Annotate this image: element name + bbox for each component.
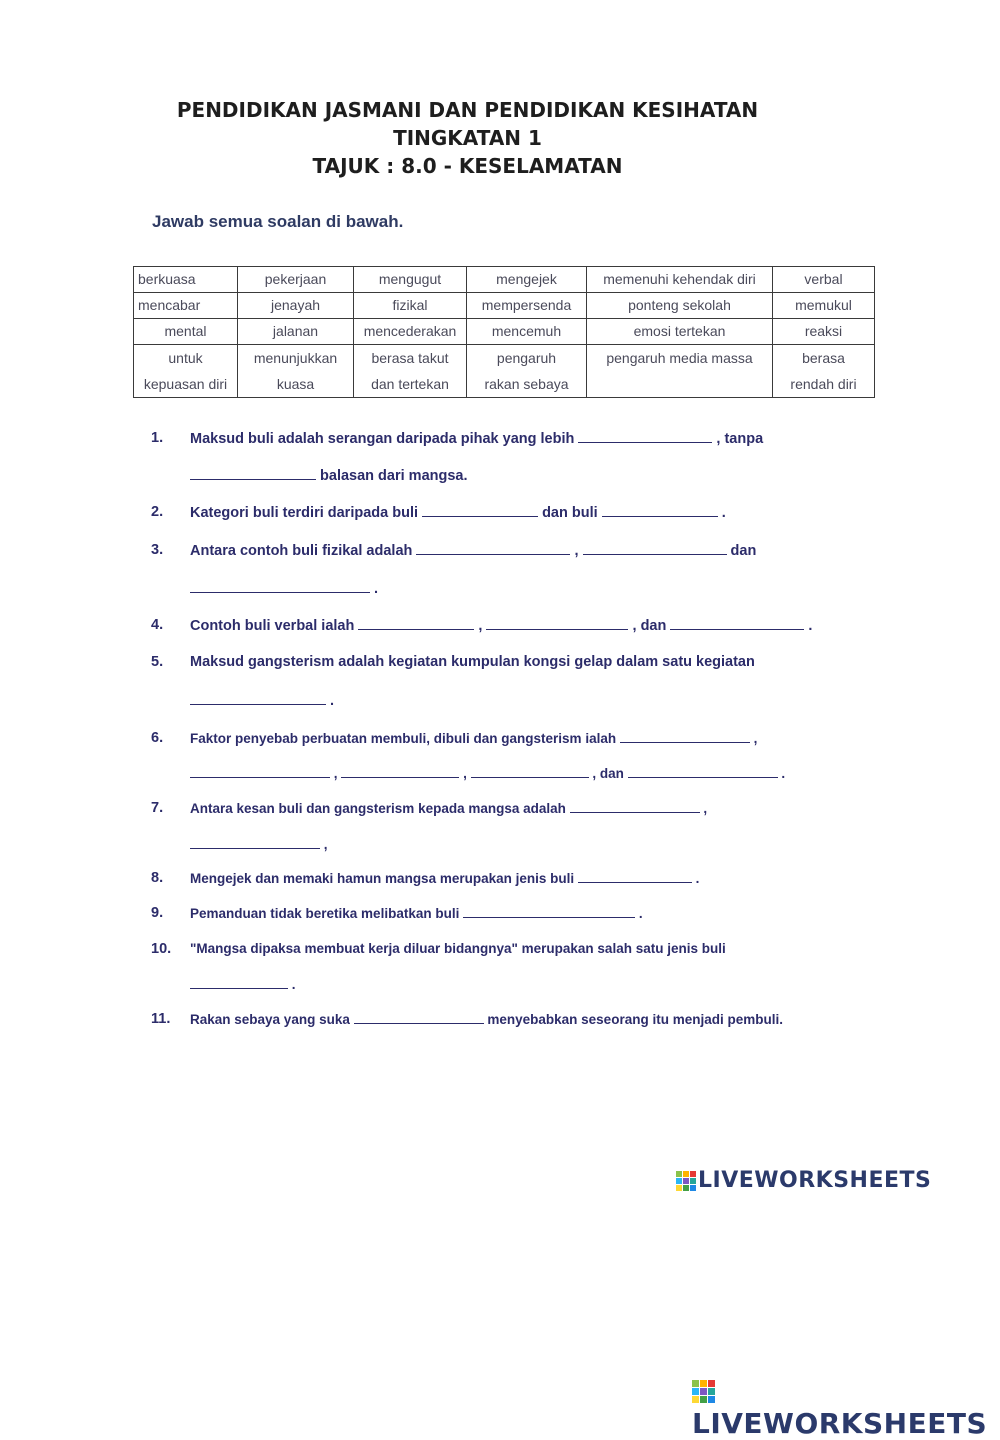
- question-text: Antara contoh buli fizikal adalah: [190, 543, 413, 559]
- answer-blank[interactable]: [190, 765, 330, 778]
- answer-blank[interactable]: [570, 800, 700, 813]
- question-text: Faktor penyebab perbuatan membuli, dibuli dan gangsterism ialah: [190, 731, 617, 746]
- question-text: .: [781, 766, 786, 781]
- question-text: ,: [323, 837, 328, 852]
- question-number: 9.: [151, 905, 164, 921]
- word-bank-row: [134, 267, 875, 293]
- question-text: Pemanduan tidak beretika melibatkan buli: [190, 906, 460, 921]
- question-text: .: [721, 505, 726, 521]
- answer-blank[interactable]: [341, 765, 459, 778]
- answer-blank[interactable]: [422, 504, 538, 517]
- word-bank-cell: berkuasa: [134, 267, 238, 293]
- question-number: 2.: [151, 504, 164, 520]
- word-bank-cell: pekerjaan: [238, 267, 354, 293]
- question-text: .: [695, 871, 700, 886]
- question-text: ,: [333, 766, 338, 781]
- word-bank-cell: reaksi: [773, 319, 875, 345]
- question-text: Maksud buli adalah serangan daripada pihak yang lebih: [190, 431, 575, 447]
- page-title-line1: PENDIDIKAN JASMANI DAN PENDIDIKAN KESIHATAN: [176, 98, 759, 122]
- word-bank-cell: fizikal: [354, 293, 467, 319]
- word-bank-cell: pengaruh rakan sebaya: [467, 345, 587, 398]
- answer-blank[interactable]: [583, 542, 727, 555]
- question-text: ,: [753, 731, 758, 746]
- answer-blank[interactable]: [190, 692, 326, 705]
- question-text: .: [638, 906, 643, 921]
- answer-blank[interactable]: [416, 542, 570, 555]
- liveworksheets-mark-icon: [692, 1380, 716, 1404]
- question-text: Mengejek dan memaki hamun mangsa merupakan jenis buli: [190, 871, 575, 886]
- question-text: menyebabkan seseorang itu menjadi pembuli.: [487, 1012, 783, 1027]
- answer-blank[interactable]: [463, 905, 635, 918]
- question-text: balasan dari mangsa.: [320, 468, 468, 484]
- answer-blank[interactable]: [190, 580, 370, 593]
- word-bank-cell: mencabar: [134, 293, 238, 319]
- answer-blank[interactable]: [486, 617, 628, 630]
- instruction: Jawab semua soalan di bawah.: [152, 212, 404, 231]
- word-bank-cell: emosi tertekan: [587, 319, 773, 345]
- word-bank-cell: verbal: [773, 267, 875, 293]
- word-bank-cell: memenuhi kehendak diri: [587, 267, 773, 293]
- word-bank-row: [134, 319, 875, 345]
- question-text: dan: [730, 543, 757, 559]
- word-bank-cell: mencederakan: [354, 319, 467, 345]
- question-text: ,: [463, 766, 467, 781]
- word-bank-cell: menunjukkan kuasa: [238, 345, 354, 398]
- logo-text: LIVEWORKSHEETS: [692, 1407, 988, 1440]
- word-bank-table: [133, 266, 875, 398]
- question-text: , tanpa: [716, 431, 764, 447]
- word-bank-cell: mental: [134, 319, 238, 345]
- question-text: .: [374, 581, 379, 597]
- question-number: 11.: [151, 1011, 171, 1027]
- word-bank-cell: pengaruh media massa: [587, 345, 773, 398]
- answer-blank[interactable]: [358, 617, 474, 630]
- question-text: .: [808, 618, 813, 634]
- question-text: dan buli: [542, 505, 598, 521]
- question-number: 10.: [151, 941, 172, 957]
- question-text: Rakan sebaya yang suka: [190, 1012, 350, 1027]
- liveworksheets-logo: [676, 1168, 931, 1193]
- word-bank-cell: mengugut: [354, 267, 467, 293]
- answer-blank[interactable]: [602, 504, 718, 517]
- question-number: 4.: [151, 617, 164, 633]
- question-number: 8.: [151, 870, 164, 886]
- answer-blank[interactable]: [190, 976, 288, 989]
- question-text: .: [291, 977, 296, 992]
- answer-blank[interactable]: [578, 870, 692, 883]
- question-number: 6.: [151, 730, 164, 746]
- word-bank-cell: mencemuh: [467, 319, 587, 345]
- answer-blank[interactable]: [578, 430, 712, 443]
- answer-blank[interactable]: [190, 467, 316, 480]
- word-bank-cell: berasa takut dan tertekan: [354, 345, 467, 398]
- answer-blank[interactable]: [354, 1011, 484, 1024]
- question-text: , dan: [592, 766, 624, 781]
- question-text: ,: [574, 543, 579, 559]
- question-text: ,: [478, 618, 483, 634]
- answer-blank[interactable]: [471, 765, 589, 778]
- answer-blank[interactable]: [190, 836, 320, 849]
- question-text: .: [330, 693, 335, 709]
- question-text: ,: [703, 801, 708, 816]
- question-text: Kategori buli terdiri daripada buli: [190, 505, 418, 521]
- liveworksheets-footer-logo: [692, 1374, 1000, 1440]
- question-number: 1.: [151, 430, 164, 446]
- question-number: 7.: [151, 800, 164, 816]
- question-number: 5.: [151, 654, 164, 670]
- question-number: 3.: [151, 542, 164, 558]
- answer-blank[interactable]: [628, 765, 778, 778]
- question-text: , dan: [632, 618, 667, 634]
- question-text: "Mangsa dipaksa membuat kerja diluar bidangnya" merupakan salah satu jenis buli: [190, 941, 726, 956]
- word-bank-cell: untuk kepuasan diri: [134, 345, 238, 398]
- word-bank-row: [134, 345, 875, 398]
- word-bank-cell: mempersenda: [467, 293, 587, 319]
- word-bank-cell: mengejek: [467, 267, 587, 293]
- page-title-line2: TINGKATAN 1: [393, 126, 542, 150]
- question-text: Maksud gangsterism adalah kegiatan kumpulan kongsi gelap dalam satu kegiatan: [190, 654, 755, 670]
- word-bank-cell: berasa rendah diri: [773, 345, 875, 398]
- answer-blank[interactable]: [620, 730, 750, 743]
- word-bank-cell: ponteng sekolah: [587, 293, 773, 319]
- word-bank-row: [134, 293, 875, 319]
- answer-blank[interactable]: [670, 617, 804, 630]
- liveworksheets-mark-icon: [676, 1171, 696, 1191]
- word-bank-cell: jenayah: [238, 293, 354, 319]
- logo-text: LIVEWORKSHEETS: [698, 1168, 932, 1193]
- word-bank-cell: jalanan: [238, 319, 354, 345]
- page-title-line3: TAJUK : 8.0 - KESELAMATAN: [312, 154, 623, 178]
- question-text: Antara kesan buli dan gangsterism kepada mangsa adalah: [190, 801, 566, 816]
- word-bank-cell: memukul: [773, 293, 875, 319]
- question-text: Contoh buli verbal ialah: [190, 618, 355, 634]
